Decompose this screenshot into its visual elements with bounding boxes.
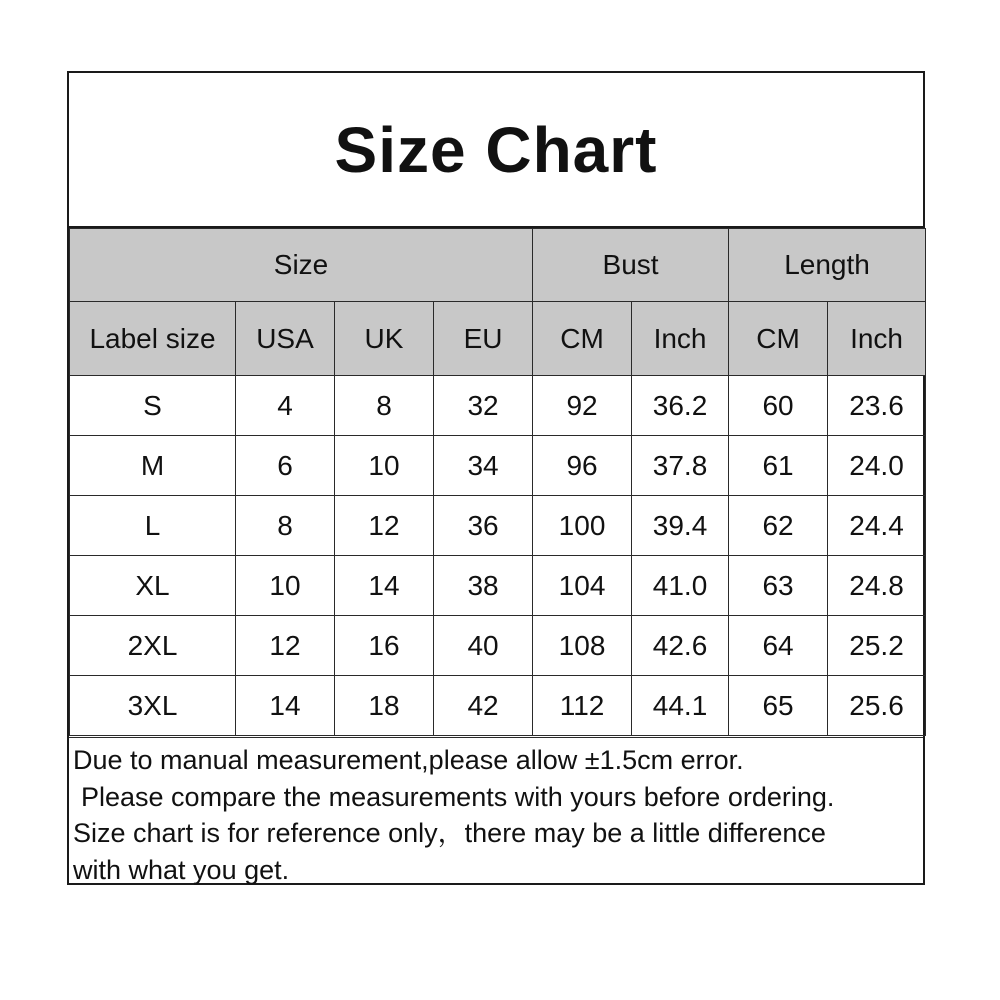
table-cell: 32 <box>434 376 533 436</box>
table-row <box>70 496 926 556</box>
table-cell: 36.2 <box>632 376 729 436</box>
column-header: USA <box>236 302 335 376</box>
table-cell: M <box>70 436 236 496</box>
size-table <box>69 228 926 736</box>
table-cell: 18 <box>335 676 434 736</box>
table-cell: 24.0 <box>828 436 926 496</box>
group-header-length: Length <box>729 229 926 302</box>
table-cell: 6 <box>236 436 335 496</box>
table-cell: 41.0 <box>632 556 729 616</box>
group-header-size: Size <box>70 229 533 302</box>
note-line: Please compare the measurements with yours before ordering. <box>81 781 835 812</box>
note-line: with what you get. <box>73 854 290 885</box>
table-cell: 92 <box>533 376 632 436</box>
table-cell: 14 <box>236 676 335 736</box>
table-cell: 112 <box>533 676 632 736</box>
column-header: CM <box>533 302 632 376</box>
size-chart-frame <box>67 71 925 885</box>
table-row <box>70 556 926 616</box>
page-title: Size Chart <box>334 113 658 186</box>
table-row <box>70 376 926 436</box>
table-cell: 23.6 <box>828 376 926 436</box>
table-cell: 2XL <box>70 616 236 676</box>
table-cell: 60 <box>729 376 828 436</box>
table-cell: 100 <box>533 496 632 556</box>
column-header: CM <box>729 302 828 376</box>
table-cell: 62 <box>729 496 828 556</box>
table-cell: 24.4 <box>828 496 926 556</box>
column-header: Label size <box>70 302 236 376</box>
table-cell: 61 <box>729 436 828 496</box>
column-header: UK <box>335 302 434 376</box>
table-cell: 104 <box>533 556 632 616</box>
note-line: Due to manual measurement,please allow ±1.5cm error. <box>73 745 744 775</box>
table-cell: L <box>70 496 236 556</box>
table-cell: 12 <box>335 496 434 556</box>
table-cell: 10 <box>236 556 335 616</box>
table-cell: 14 <box>335 556 434 616</box>
table-cell: XL <box>70 556 236 616</box>
table-cell: 36 <box>434 496 533 556</box>
table-cell: 16 <box>335 616 434 676</box>
table-cell: 8 <box>236 496 335 556</box>
table-cell: 96 <box>533 436 632 496</box>
table-cell: 65 <box>729 676 828 736</box>
table-cell: 44.1 <box>632 676 729 736</box>
table-cell: 25.2 <box>828 616 926 676</box>
table-cell: 10 <box>335 436 434 496</box>
column-header-row <box>70 302 926 376</box>
table-cell: 12 <box>236 616 335 676</box>
table-cell: 39.4 <box>632 496 729 556</box>
column-header: EU <box>434 302 533 376</box>
column-header: Inch <box>828 302 926 376</box>
column-header: Inch <box>632 302 729 376</box>
table-cell: 8 <box>335 376 434 436</box>
table-row <box>70 616 926 676</box>
table-cell: 38 <box>434 556 533 616</box>
table-row <box>70 676 926 736</box>
table-cell: 42 <box>434 676 533 736</box>
note-line: Size chart is for reference only，there may be a little difference <box>73 818 826 848</box>
table-cell: 64 <box>729 616 828 676</box>
table-cell: 40 <box>434 616 533 676</box>
group-header-bust: Bust <box>533 229 729 302</box>
title-box <box>69 73 923 228</box>
table-cell: 63 <box>729 556 828 616</box>
table-cell: 3XL <box>70 676 236 736</box>
table-cell: 108 <box>533 616 632 676</box>
measurement-note <box>69 737 923 883</box>
table-cell: 34 <box>434 436 533 496</box>
table-row <box>70 436 926 496</box>
table-cell: 24.8 <box>828 556 926 616</box>
group-header-row <box>70 229 926 302</box>
table-cell: 42.6 <box>632 616 729 676</box>
table-cell: S <box>70 376 236 436</box>
table-cell: 25.6 <box>828 676 926 736</box>
table-cell: 4 <box>236 376 335 436</box>
table-cell: 37.8 <box>632 436 729 496</box>
